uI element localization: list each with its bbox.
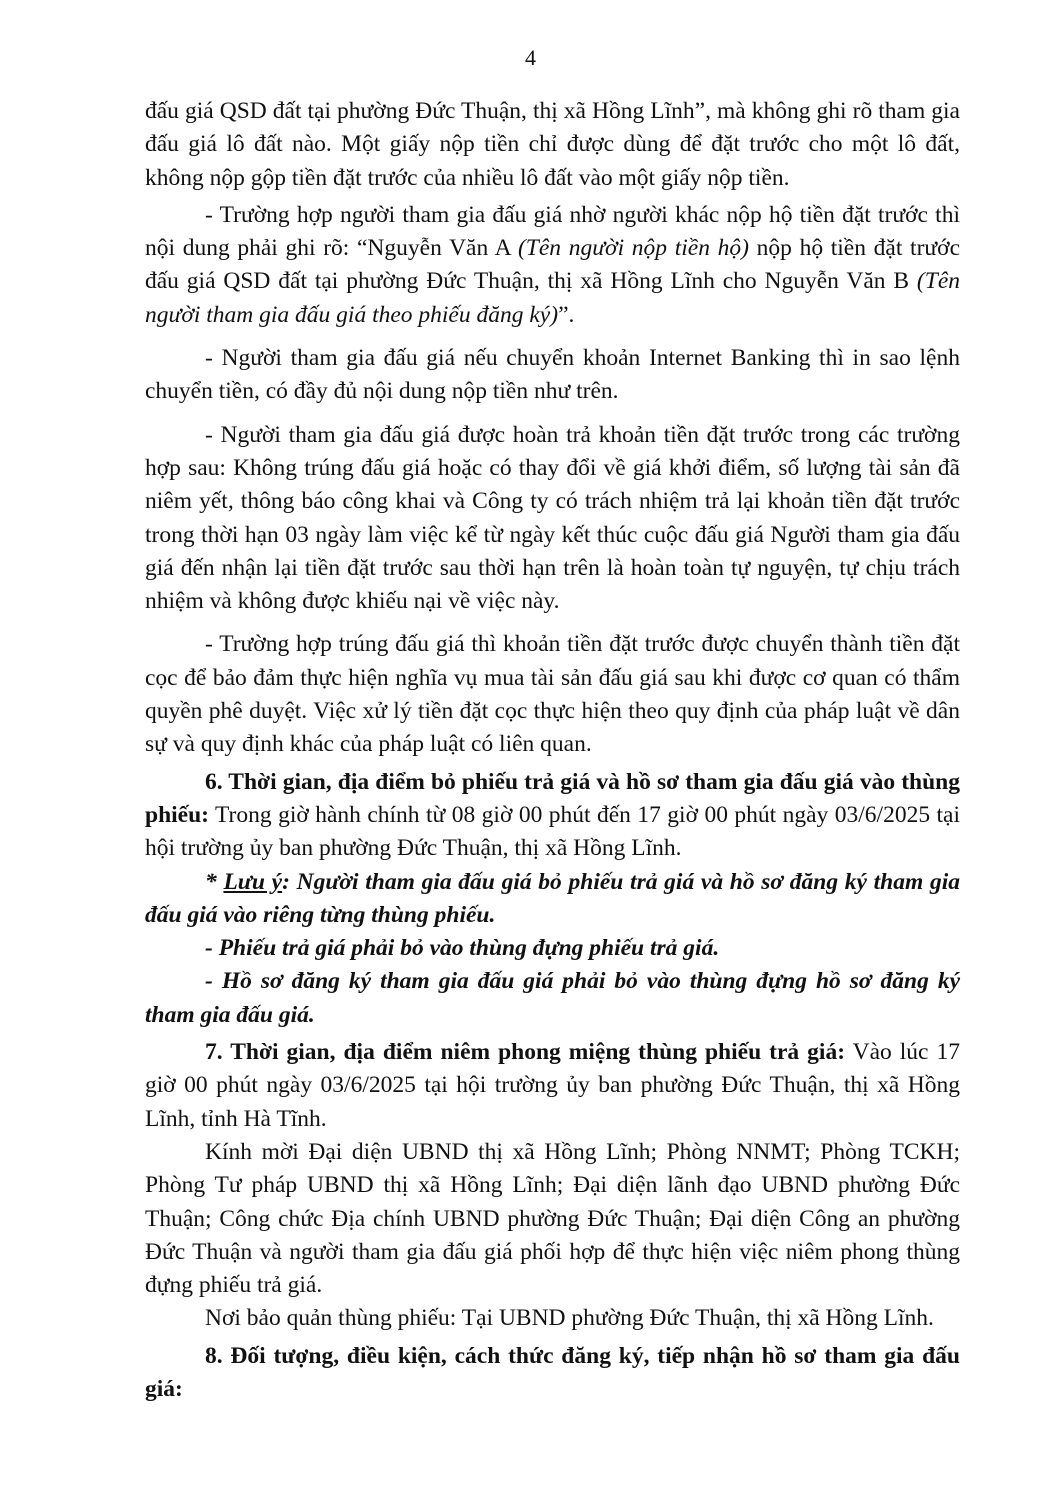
paragraph-internet-banking: - Người tham gia đấu giá nếu chuyển khoản Internet Banking thì in sao lệnh chuyển tiền, có đầy đủ nội dung nộp tiền như trên. — [145, 345, 960, 405]
proxy-text-a: - Trường hợp người tham gia đấu giá nhờ người khác nộp hộ tiền đặt trước thì nội dung phải ghi rõ: “Nguyễn Văn A — [145, 201, 960, 262]
note-label: Lưu ý — [223, 868, 283, 895]
proxy-text-e: ”. — [558, 301, 575, 328]
note-line-dossier: - Hồ sơ đăng ký tham gia đấu giá phải bỏ vào thùng đựng hồ sơ đăng ký tham gia đấu giá. — [145, 968, 960, 1028]
paragraph-invitation: Kính mời Đại diện UBND thị xã Hồng Lĩnh; Phòng NNMT; Phòng TCKH; Phòng Tư pháp UBND thị xã Hồng Lĩnh; Đại diện lãnh đạo UBND phường Đức Thuận; Công chức Địa chính UBND phường Đức Thuận; Đại diện Công an phường Đức Thuận và người tham gia đấu giá phối hợp để thực hiện việc niêm phong thùng đựng phiếu trả giá. — [145, 1138, 960, 1299]
note-star: * — [205, 868, 224, 895]
section-6-text: Trong giờ hành chính từ 08 giờ 00 phút đến 17 giờ 00 phút ngày 03/6/2025 tại hội trường ủy ban phường Đức Thuận, thị xã Hồng Lĩnh. — [145, 801, 960, 862]
proxy-text-c: nộp hộ tiền đặt trước đấu giá QSD đất tại phường Đức Thuận, thị xã Hồng Lĩnh cho Nguyễn Văn B — [145, 235, 960, 295]
section-7-text: Vào lúc 17 giờ 00 phút ngày 03/6/2025 tại hội trường ủy ban phường Đức Thuận, thị xã Hồng Lĩnh, tỉnh Hà Tĩnh. — [145, 1039, 961, 1132]
note-text: : Người tham gia đấu giá bỏ phiếu trả giá và hồ sơ đăng ký tham gia đấu giá vào riêng từng thùng phiếu. — [145, 868, 960, 928]
proxy-text-d: (Tên người tham gia đấu giá theo phiếu đăng ký) — [145, 268, 960, 328]
document-body — [145, 95, 960, 1406]
section-6 — [145, 766, 960, 866]
paragraph-storage: Nơi bảo quản thùng phiếu: Tại UBND phường Đức Thuận, thị xã Hồng Lĩnh. — [205, 1305, 934, 1332]
section-7 — [145, 1036, 960, 1136]
page-number: 4 — [525, 45, 536, 70]
paragraph-winning-bid: - Trường hợp trúng đấu giá thì khoản tiền đặt trước được chuyển thành tiền đặt cọc để bảo đảm thực hiện nghĩa vụ mua tài sản đấu giá sau khi được cơ quan có thẩm quyền phê duyệt. Việc xử lý tiền đặt cọc thực hiện theo quy định của pháp luật về dân sự và quy định khác của pháp luật có liên quan. — [145, 631, 960, 758]
section-6-heading: 6. Thời gian, địa điểm bỏ phiếu trả giá và hồ sơ tham gia đấu giá vào thùng phiếu: — [145, 768, 960, 828]
note-line-ballot: - Phiếu trả giá phải bỏ vào thùng đựng phiếu trả giá. — [205, 935, 720, 962]
section-8-heading: 8. Đối tượng, điều kiện, cách thức đăng ký, tiếp nhận hồ sơ tham gia đấu giá: — [145, 1342, 960, 1402]
paragraph-refund: - Người tham gia đấu giá được hoàn trả khoản tiền đặt trước trong các trường hợp sau: Không trúng đấu giá hoặc có thay đổi về giá khởi điểm, số lượng tài sản đã niêm yết, thông báo công khai và Công ty có trách nhiệm trả lại khoản tiền đặt trước trong thời hạn 03 ngày làm việc kể từ ngày kết thúc cuộc đấu giá Người tham gia đấu giá đến nhận lại tiền đặt trước sau thời hạn trên là hoàn toàn tự nguyện, tự chịu trách nhiệm và không được khiếu nại về việc này. — [145, 421, 960, 615]
paragraph-deposit-note: đấu giá QSD đất tại phường Đức Thuận, thị xã Hồng Lĩnh”, mà không ghi rõ tham gia đấu giá lô đất nào. Một giấy nộp tiền chỉ được dùng để đặt trước cho một lô đất, không nộp gộp tiền đặt trước của nhiều lô đất vào một giấy nộp tiền. — [145, 98, 960, 191]
section-7-heading: 7. Thời gian, địa điểm niêm phong miệng thùng phiếu trả giá: — [205, 1039, 846, 1066]
paragraph-proxy-payment — [145, 199, 960, 332]
proxy-text-b: (Tên người nộp tiền hộ) — [517, 235, 749, 262]
note-paragraph — [145, 866, 960, 933]
